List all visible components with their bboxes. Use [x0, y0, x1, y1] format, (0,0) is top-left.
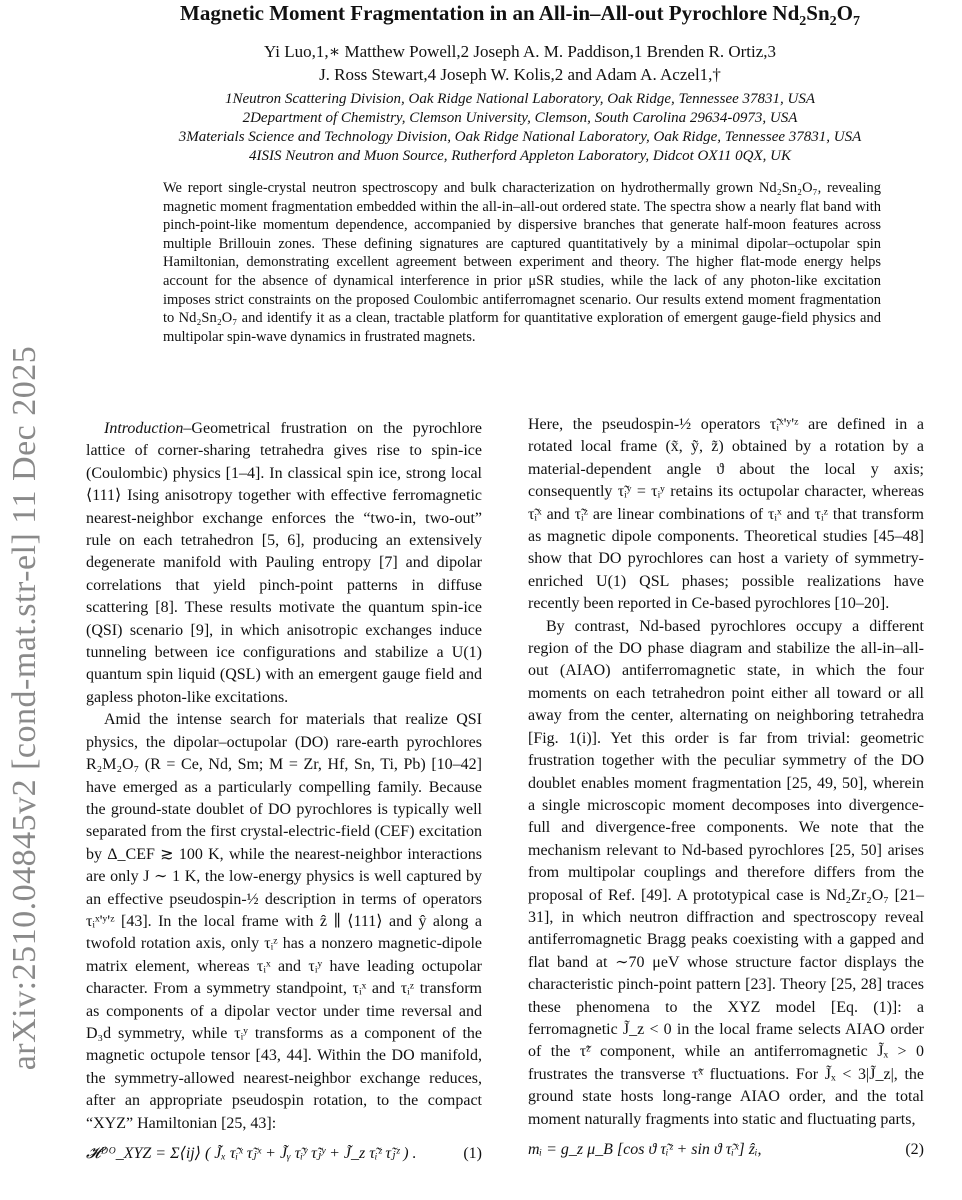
arxiv-identifier: arXiv:2510.04845v2 [cond-mat.str-el] 11 Dec 2025 — [6, 345, 43, 1071]
equation-1-number: (1) — [463, 1145, 482, 1162]
author-list — [100, 40, 940, 86]
body-paragraph-4: By contrast, Nd-based pyrochlores occupy a different region of the DO phase diagram and stabilize the all-in–all-out (AIAO) antiferromagnetic state, in which the four moments on each tetrahedron point either all toward or all away from the center, alternating on neighboring tetrahedra [Fig. 1(i)]. Yet this order is far from trivial: geometric frustration together with the peculiar symmetry of the DO doublet enables moment fragmentation [25, 49, 50], wherein a single microscopic moment decomposes into divergence-full and divergence-free components. We note that the mechanism relevant to Nd-based pyrochlores [25, 50] arises from multipolar couplings and therefore differs from the proposal of Ref. [49]. A prototypical case is Nd₂Zr₂O₇ [21–31], in which neutron diffraction and spectroscopy reveal antiferromagnetic Bragg peaks coexisting with a gapped and flat band at ∼70 μeV whose structure factor displays the characteristic pinch-point pattern [23]. Theory [25, 28] traces these phenomena to the XYZ model [Eq. (1)]: a ferromagnetic J̃_z < 0 in the local frame selects AIAO order of the τ̃ᶻ component, while an antiferromagnetic J̃ₓ > 0 frustrates the transverse τ̃ˣ fluctuations. For J̃ₓ < 3|J̃_z|, the ground state hosts long-range AIAO order, and the total moment naturally fragments into static and fluctuating parts, — [528, 617, 924, 1128]
affiliation-1: 1Neutron Scattering Division, Oak Ridge National Laboratory, Oak Ridge, Tennessee 37831, USA — [224, 91, 816, 107]
left-column — [86, 418, 482, 1171]
affiliation-3: 3Materials Science and Technology Division, Oak Ridge National Laboratory, Oak Ridge, Tennessee 37831, USA — [178, 129, 862, 145]
affiliation-4: 4ISIS Neutron and Muon Source, Rutherford Appleton Laboratory, Didcot OX11 0QX, UK — [249, 148, 791, 164]
equation-2-body: mᵢ = g_z μ_B [cos ϑ τ̃ᵢᶻ + sin ϑ τ̃ᵢˣ] ẑᵢ, — [528, 1141, 762, 1158]
affiliations — [100, 90, 940, 166]
author-line-2: J. Ross Stewart,4 Joseph W. Kolis,2 and Adam A. Aczel1,† — [319, 65, 721, 84]
section-lead: Introduction — [104, 420, 184, 437]
abstract: We report single-crystal neutron spectroscopy and bulk characterization on hydrothermally grown Nd₂Sn₂O₇, revealing magnetic moment fragmentation embedded within the all-in–all-out ordered state. The spectra show a nearly flat band with pinch-point-like momentum dependence, accompanied by dispersive branches that generate half-moon features across multiple Brillouin zones. These defining signatures are captured quantitatively by a minimal dipolar–octupolar spin Hamiltonian, demonstrating excellent agreement between experiment and theory. The higher flat-mode energy helps account for the absence of dynamical interference in prior μSR studies, while the lack of any photon-like excitation imposes strict constraints on the proposed Coulombic antiferromagnet scenario. Our results extend moment fragmentation to Nd₂Sn₂O₇ and identify it as a clean, tractable platform for quantitative exploration of emergent gauge-field physics and multipolar spin-wave dynamics in frustrated magnets. — [163, 180, 881, 345]
author-line-1: Yi Luo,1,∗ Matthew Powell,2 Joseph A. M. Paddison,1 Brenden R. Ortiz,3 — [263, 42, 777, 61]
paper-title: Magnetic Moment Fragmentation in an All-in–All-out Pyrochlore $Nd_2Sn_2O_7$ — [180, 1, 860, 30]
affiliation-2: 2Department of Chemistry, Clemson University, Clemson, South Carolina 29634-0973, USA — [242, 110, 798, 126]
body-paragraph-2: Amid the intense search for materials that realize QSI physics, the dipolar–octupolar (DO) rare-earth pyrochlores R₂M₂O₇ (R = Ce, Nd, Sm; M = Zr, Hf, Sn, Ti, Pb) [10–42] have emerged as a particularly compelling family. Because the ground-state doublet of DO pyrochlores is typically well separated from the first crystal-electric-field (CEF) excitation by Δ_CEF ≳ 100 K, while the nearest-neighbor interactions are only J ∼ 1 K, the low-energy physics is well captured by an effective pseudospin-½ description in terms of operators τᵢˣ'ʸ'ᶻ [43]. In the local frame with ẑ ∥ ⟨111⟩ and ŷ along a twofold rotation axis, only τᵢᶻ has a nonzero magnetic-dipole matrix element, whereas τᵢˣ and τᵢʸ have leading octupolar character. From a symmetry standpoint, τᵢˣ and τᵢᶻ transform as components of a dipolar vector under time reversal and D₃d symmetry, while τᵢʸ transforms as a component of the magnetic octupole tensor [43, 44]. Within the DO manifold, the symmetry-allowed nearest-neighbor exchange reduces, after an appropriate pseudospin rotation, to the compact “XYZ” Hamiltonian [25, 43]: — [86, 711, 482, 1132]
equation-2 — [528, 1139, 924, 1161]
intro-paragraph: Introduction–Geometrical frustration on the pyrochlore lattice of corner-sharing tetrahedra gives rise to spin-ice (Coulombic) physics [1–4]. In classical spin ice, strong local ⟨111⟩ Ising anisotropy together with effective ferromagnetic nearest-neighbor exchange enforces the “two-in, two-out” rule on each tetrahedron [5, 6], producing an extensively degenerate manifold with Pauling entropy [7] and dipolar correlations that yield pinch-point patterns in diffuse scattering [8]. These results motivate the quantum spin-ice (QSI) scenario [9], in which anisotropic exchanges induce tunneling between ice configurations and stabilize a U(1) quantum spin liquid (QSL) with an emergent gauge field and gapless photon-like excitations. — [86, 420, 482, 706]
right-column — [528, 414, 924, 1167]
body-paragraph-3: Here, the pseudospin-½ operators τ̃ᵢˣ'ʸ'ᶻ are defined in a rotated local frame (x̃, ỹ, z̃) obtained by a rotation by a material-dependent angle ϑ about the local y axis; consequently τ̃ᵢʸ = τᵢʸ retains its octupolar character, whereas τ̃ᵢˣ and τ̃ᵢᶻ are linear combinations of τᵢˣ and τᵢᶻ that transform as magnetic dipole components. Theoretical studies [45–48] show that DO pyrochlores can host a variety of symmetry-enriched U(1) QSL phases; possible realizations have recently been reported in Ce-based pyrochlores [10–20]. — [528, 416, 924, 613]
equation-1 — [86, 1143, 482, 1165]
arxiv-sidebar-stamp — [0, 228, 50, 1188]
equation-2-number: (2) — [905, 1141, 924, 1158]
equation-1-body: 𝓗ᴰᴼ_XYZ = Σ⟨ij⟩ ( J̃ₓ τ̃ᵢˣ τ̃ⱼˣ + J̃ᵧ τ̃ᵢʸ τ̃ⱼʸ + J̃_z τ̃ᵢᶻ τ̃ⱼᶻ ) . — [86, 1145, 417, 1162]
